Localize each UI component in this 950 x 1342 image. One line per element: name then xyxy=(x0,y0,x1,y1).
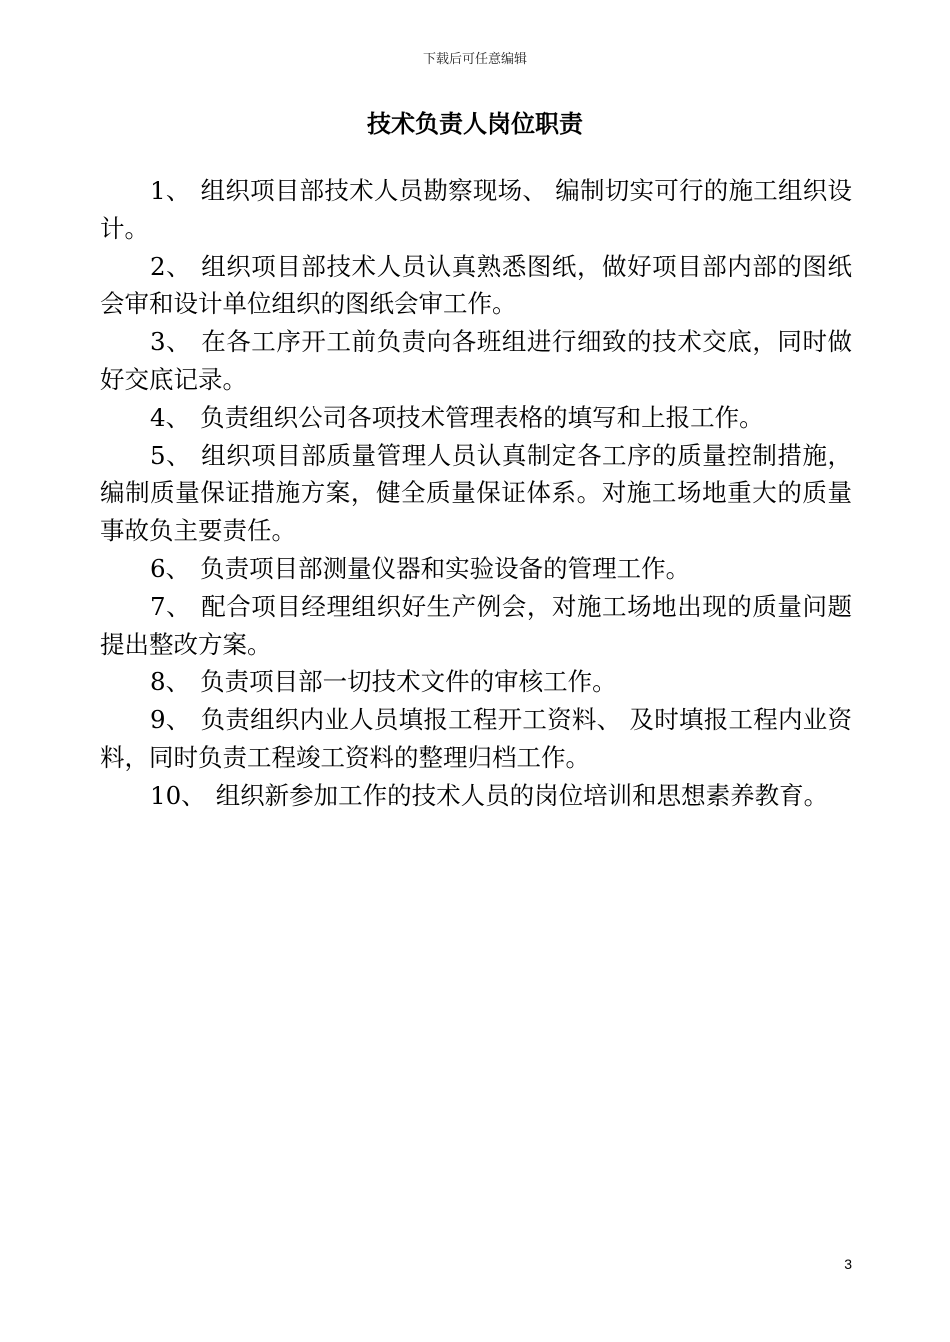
item-number: 7、 xyxy=(150,591,192,621)
page-header: 下载后可任意编辑 xyxy=(422,52,527,67)
item-number: 1、 xyxy=(150,176,191,205)
item-number: 6、 xyxy=(150,553,191,583)
list-item xyxy=(100,701,852,777)
list-item xyxy=(100,248,852,324)
item-text: 负责组织公司各项技术管理表格的填写和上报工作。 xyxy=(200,402,764,432)
list-item xyxy=(100,172,852,248)
list-item xyxy=(100,437,852,550)
list-item xyxy=(100,550,852,588)
item-number: 3、 xyxy=(150,327,192,357)
page-number: 3 xyxy=(844,1256,852,1272)
item-number: 10、 xyxy=(150,780,206,810)
item-number: 5、 xyxy=(150,440,192,470)
document-title: 技术负责人岗位职责 xyxy=(367,110,583,138)
list-item xyxy=(100,663,852,701)
item-text: 组织新参加工作的技术人员的岗位培训和思想素养教育。 xyxy=(215,780,829,810)
item-text: 配合项目经理组织好生产例会，对施工场地出现的质量问题提出整改方案。 xyxy=(100,591,853,659)
item-text: 组织项目部技术人员认真熟悉图纸，做好项目部内部的图纸会审和设计单位组织的图纸会审工作。 xyxy=(100,251,853,319)
item-text: 负责项目部测量仪器和实验设备的管理工作。 xyxy=(200,553,691,583)
item-text: 负责组织内业人员填报工程开工资料、 及时填报工程内业资料，同时负责工程竣工资料的整理归档工作。 xyxy=(100,705,852,772)
item-number: 8、 xyxy=(150,667,191,697)
item-number: 4、 xyxy=(150,402,191,432)
item-number: 2、 xyxy=(150,251,192,281)
list-item xyxy=(100,777,852,815)
list-item xyxy=(100,588,852,664)
item-text: 组织项目部技术人员勘察现场、 编制切实可行的施工组织设计。 xyxy=(100,176,852,243)
item-text: 负责项目部一切技术文件的审核工作。 xyxy=(200,667,617,697)
item-number: 9、 xyxy=(150,705,191,735)
list-item xyxy=(100,323,852,399)
list-item xyxy=(100,399,852,437)
responsibility-list xyxy=(100,172,852,815)
item-text: 组织项目部质量管理人员认真制定各工序的质量控制措施，编制质量保证措施方案，健全质量保证体系。对施工场地重大的质量事故负主要责任。 xyxy=(100,440,853,546)
item-text: 在各工序开工前负责向各班组进行细致的技术交底，同时做好交底记录。 xyxy=(100,327,853,394)
